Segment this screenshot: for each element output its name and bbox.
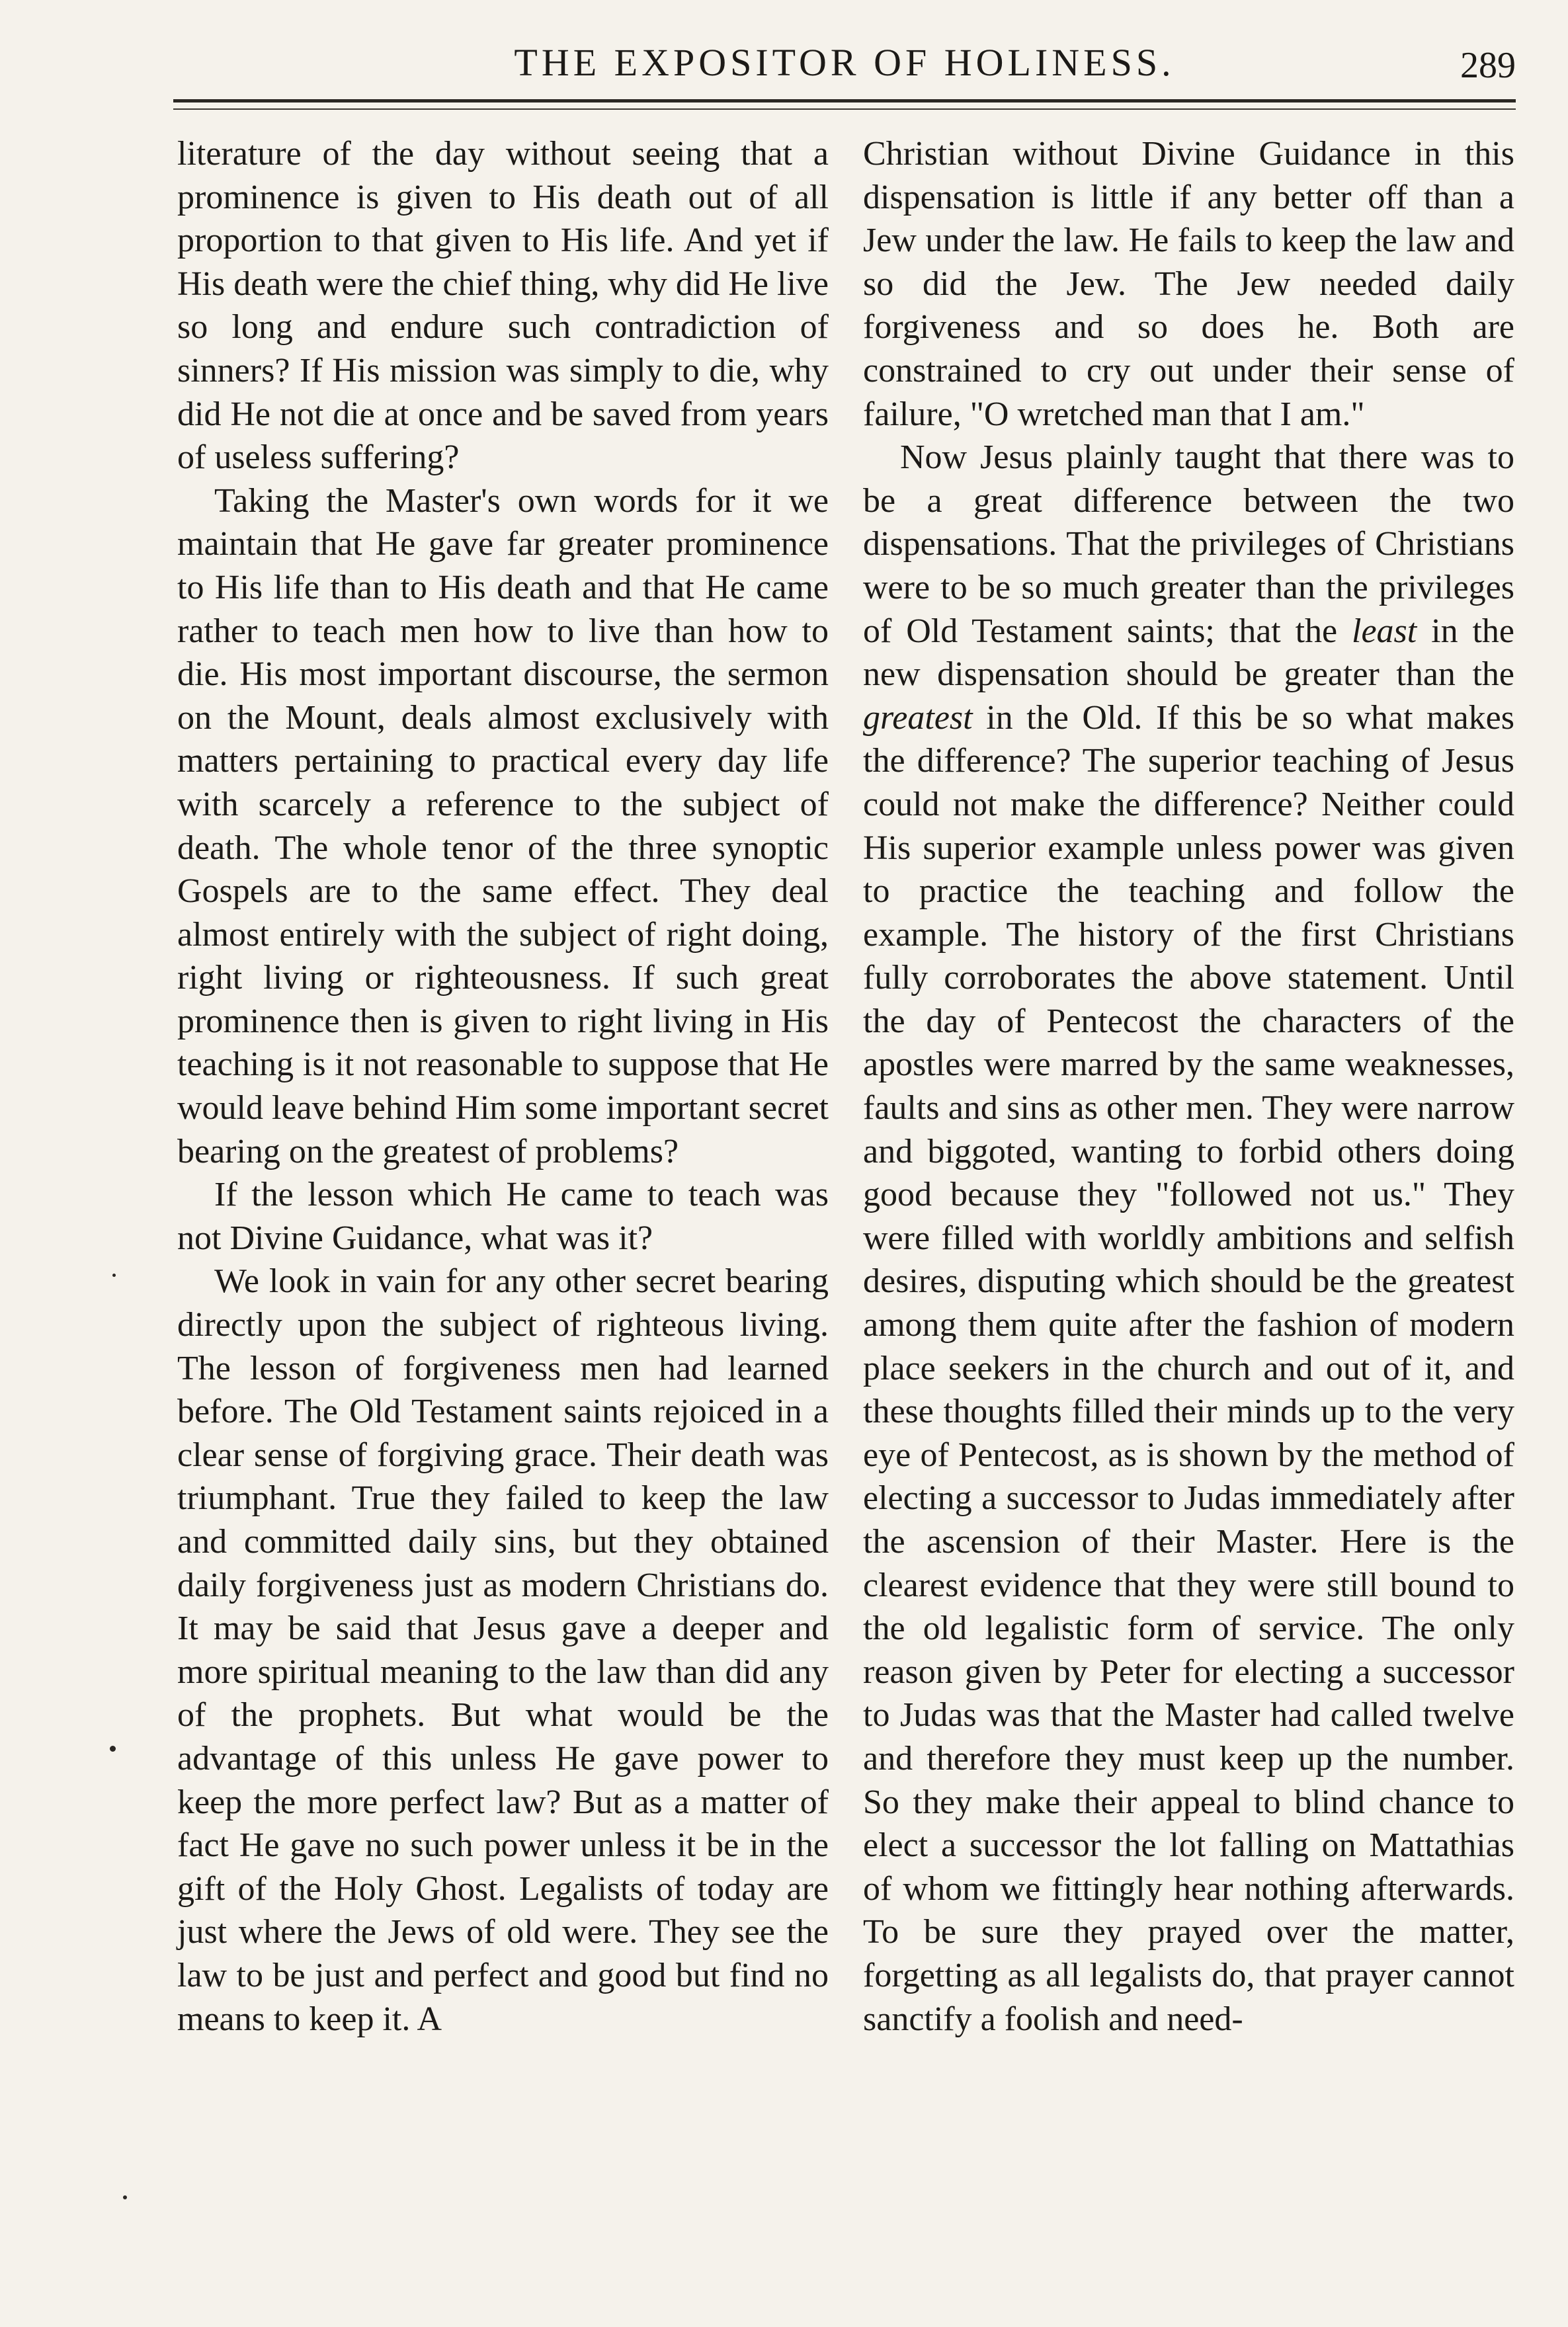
ink-speck — [123, 2195, 127, 2199]
italic-word: least — [1352, 612, 1417, 650]
page-header — [173, 26, 1516, 99]
header-rule-thin — [173, 108, 1516, 110]
paragraph: Christian without Divine Guidance in this dispensation is little if any better off than a Jew under the law. He fails to keep the law and so did the Jew. The Jew needed daily forgiveness and so does he. Both are constrained to cry out under their sense of failure, "O wretched man that I am." — [863, 135, 1514, 433]
paragraph — [863, 436, 1514, 2041]
left-column — [177, 132, 829, 2041]
journal-title: THE EXPOSITOR OF HOLINESS. — [514, 41, 1175, 84]
italic-word: greatest — [863, 698, 973, 737]
text-run: in the Old. If this be so what makes the difference? The superior teaching of Jesus could not make the difference? Neither could His superior example unless power was given to practice the teaching and follow the example. The history of the first Christians fully corroborates the above statement. Until the day of Pentecost the characters of the apostles were marred by the same weaknesses, faults and sins as other men. They were narrow and biggoted, wanting to forbid others doing good because they "followed not us." They were filled with worldly ambitions and selfish desires, disputing which should be the greatest among them quite after the fashion of modern place seekers in the church and out of it, and these thoughts filled their minds up to the very eye of Pentecost, as is shown by the method of electing a successor to Judas immediately after the ascension of their Master. Here is the clearest evidence that they were still bound to the old legalistic form of service. The only reason given by Peter for electing a successor to Judas was that the Master had called twelve and therefore they must keep up the number. So they make their appeal to blind chance to elect a successor the lot falling on Mattathias of whom we fittingly hear nothing afterwards. To be sure they prayed over the matter, forgetting as all legalists do, that prayer cannot sanctify a foolish and need- — [863, 698, 1514, 2038]
header-rule-thick — [173, 99, 1516, 102]
text-run: in the new dispensation should be greater than the — [863, 612, 1514, 694]
text-run: Now Jesus plainly taught that there was to be a great difference between the two dispensations. That the privileges of Christians were to be so much greater than the privileges of Old Testament saints; that the — [863, 438, 1514, 650]
paragraph: We look in vain for any other secret bearing directly upon the subject of righteous living. The lesson of forgiveness men had learned before. The Old Testament saints rejoiced in a clear sense of forgiving grace. Their death was triumphant. True they failed to keep the law and committed daily sins, but they obtained daily forgiveness just as modern Christians do. It may be said that Jesus gave a deeper and more spiritual meaning to the law than did any of the prophets. But what would be the advantage of this unless He gave power to keep the more perfect law? But as a matter of fact He gave no such power unless it be in the gift of the Holy Ghost. Legalists of today are just where the Jews of old were. They see the law to be just and perfect and good but find no means to keep it. A — [177, 1262, 829, 2038]
ink-speck — [110, 1746, 116, 1752]
page-number: 289 — [1460, 45, 1516, 86]
paragraph: Taking the Master's own words for it we maintain that He gave far greater prominence to His life than to His death and that He came rather to teach men how to live than how to die. His most important discourse, the sermon on the Mount, deals almost exclusively with matters pertaining to practical every day life with scarcely a reference to the subject of death. The whole tenor of the three synoptic Gospels are to the same effect. They deal almost entirely with the subject of right doing, right living or righteousness. If such great prominence then is given to right living in His teaching is it not reasonable to suppose that He would leave behind Him some important secret bearing on the greatest of problems? — [177, 481, 829, 1170]
right-column — [863, 132, 1514, 2041]
paragraph: If the lesson which He came to teach was not Divine Guidance, what was it? — [177, 1176, 829, 1257]
paragraph: literature of the day without seeing that a prominence is given to His death out of all proportion to that given to His life. And yet if His death were the chief thing, why did He live so long and endure such contradiction of sinners? If His mission was simply to die, why did He not die at once and be saved from years of useless suffering? — [177, 135, 829, 477]
ink-speck — [112, 1274, 116, 1277]
